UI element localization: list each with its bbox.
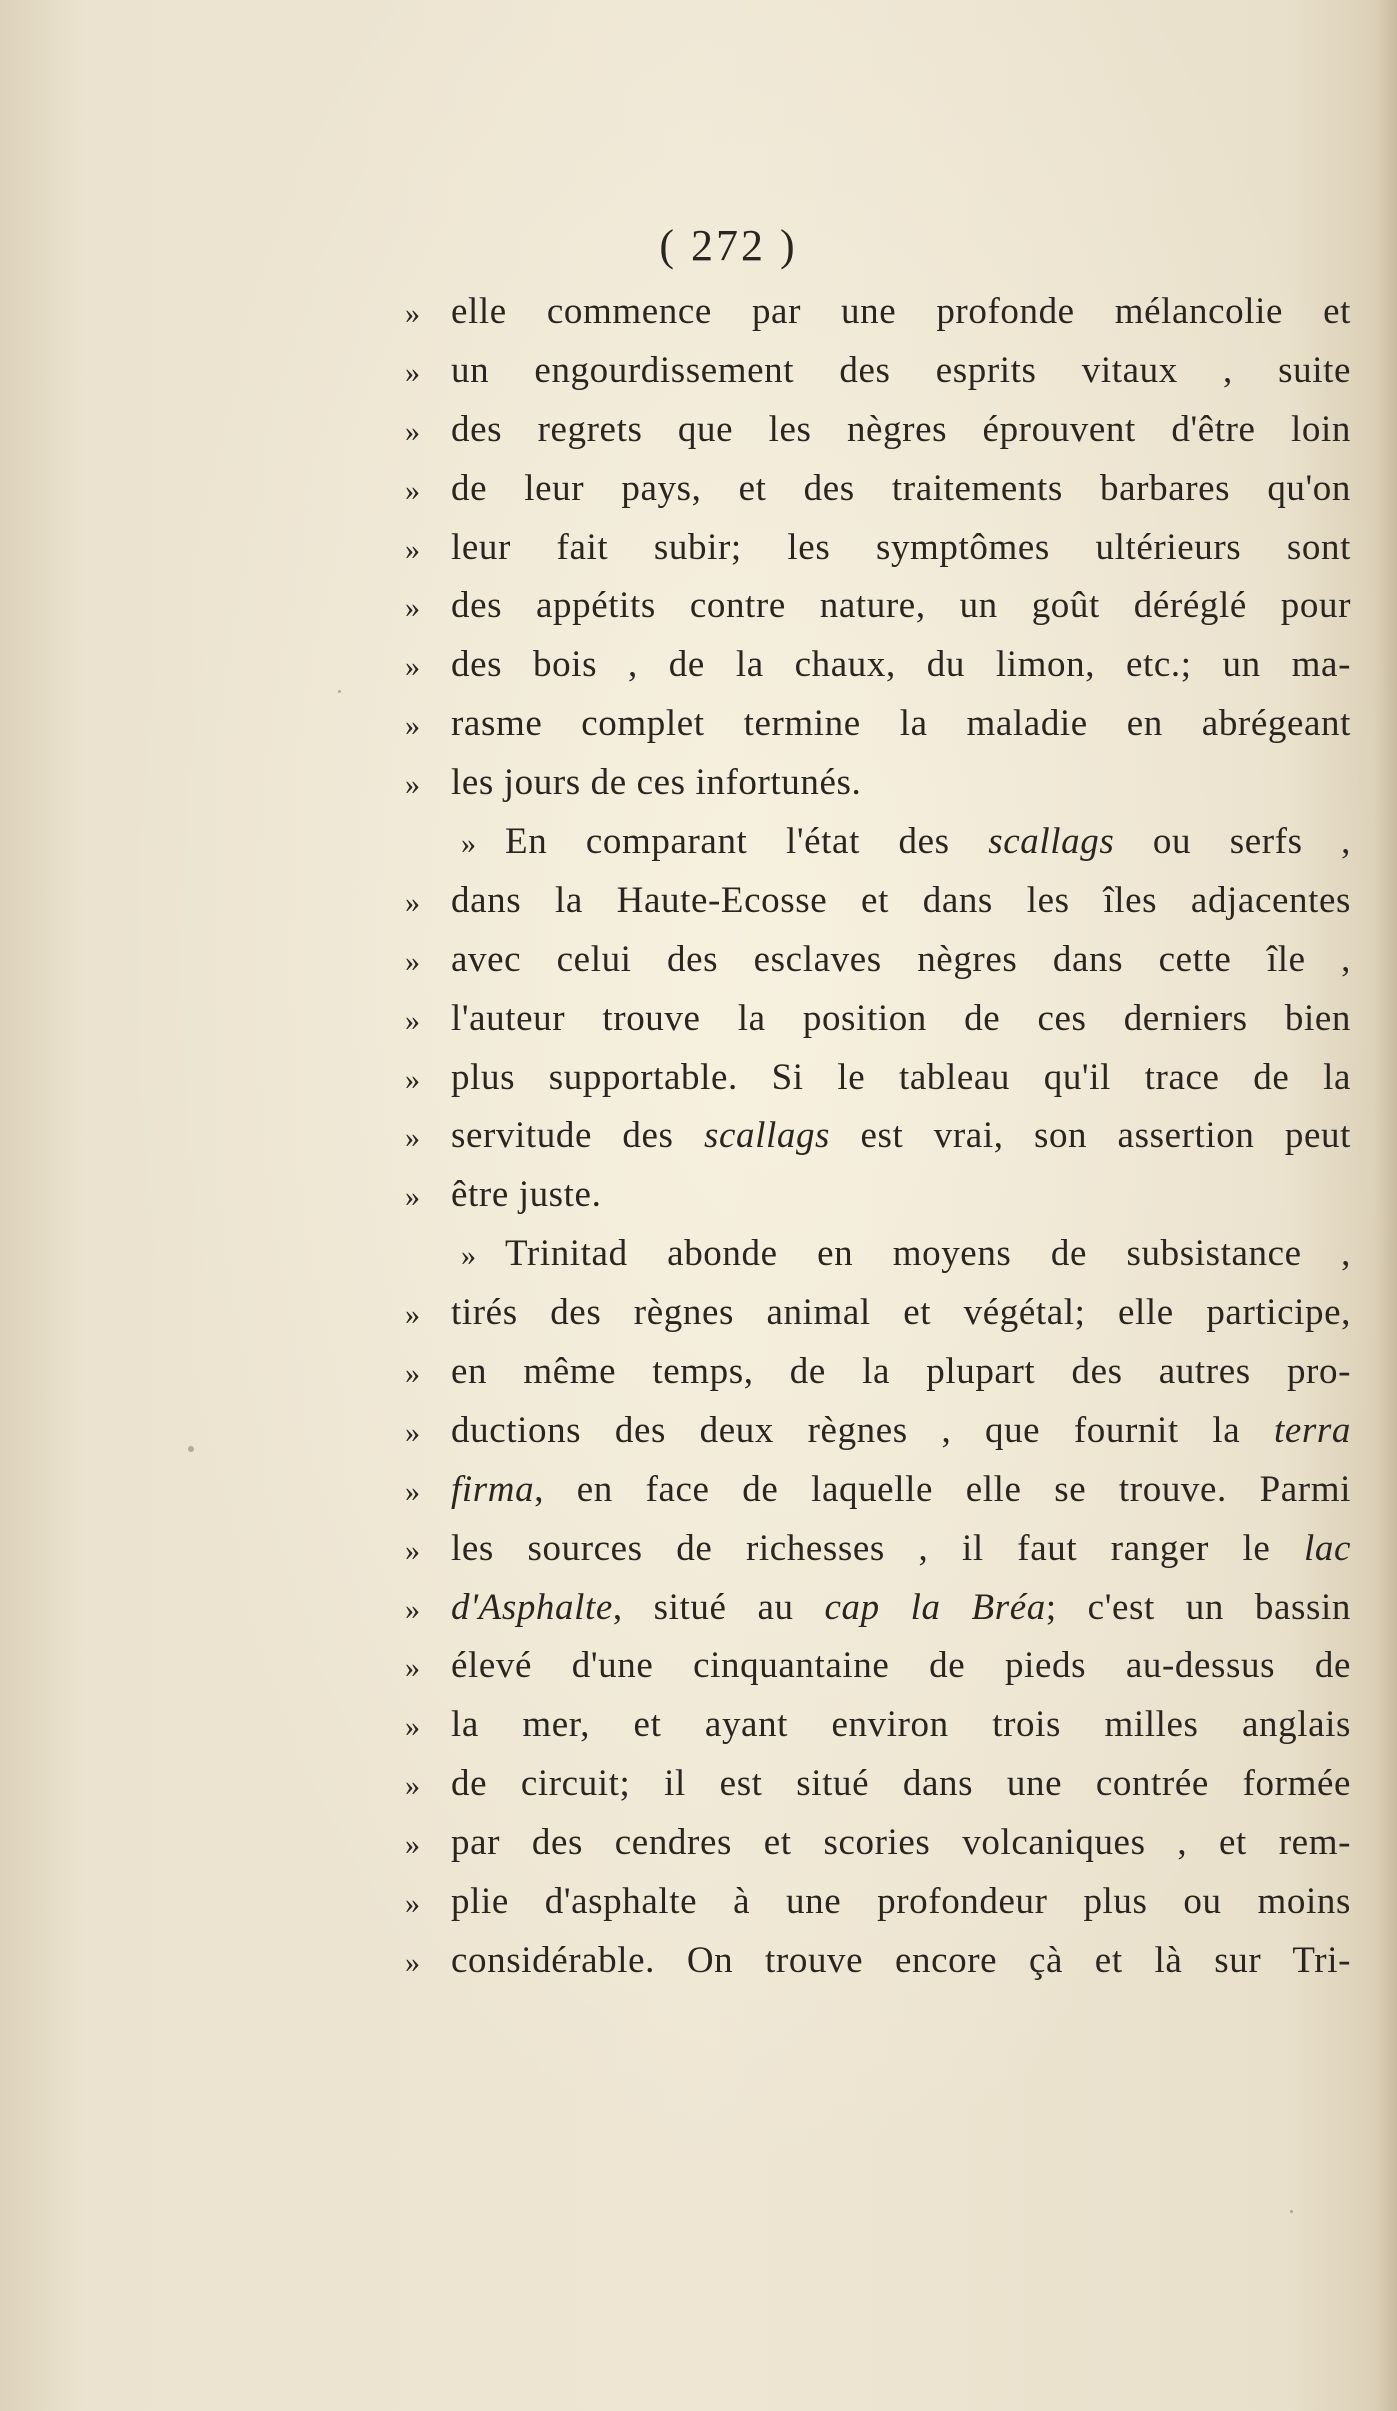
text-line	[405, 695, 1355, 754]
text-line	[405, 1755, 1355, 1814]
text-line	[405, 1579, 1355, 1638]
line-text: les jours de ces infortunés.	[451, 762, 862, 804]
line-text: tirés des règnes animal et végétal; elle participe,	[451, 1292, 1351, 1334]
text-line	[405, 1343, 1355, 1402]
quote-mark: »	[405, 473, 418, 507]
quote-mark: »	[405, 1474, 418, 1508]
text-line	[405, 401, 1355, 460]
quote-mark: »	[405, 1769, 418, 1803]
paper-speck	[188, 1446, 194, 1452]
line-text: avec celui des esclaves nègres dans cette île ,	[451, 938, 1351, 980]
quote-mark: »	[405, 1357, 418, 1391]
text-line	[405, 577, 1355, 636]
quote-mark: »	[405, 650, 418, 684]
text-line	[405, 1873, 1355, 1932]
line-text: elle commence par une profonde mélancolie et	[451, 291, 1351, 332]
text-line	[405, 1107, 1355, 1166]
line-text: de leur pays, et des traitements barbares qu'on	[451, 467, 1351, 509]
line-text: ductions des deux règnes , que fournit la terra	[451, 1409, 1351, 1451]
text-line	[405, 1696, 1355, 1755]
quote-mark: »	[405, 1887, 418, 1921]
text-line	[405, 931, 1355, 990]
text-block	[405, 283, 1355, 1991]
quote-mark: »	[405, 1592, 418, 1626]
line-text: plie d'asphalte à une profondeur plus ou moins	[451, 1881, 1351, 1923]
text-line	[405, 1049, 1355, 1108]
text-line	[405, 1166, 1355, 1225]
line-text: un engourdissement des esprits vitaux , suite	[451, 349, 1351, 391]
quote-mark: »	[405, 1121, 418, 1155]
quote-mark: »	[405, 591, 418, 625]
quote-mark: »	[405, 885, 418, 919]
line-text: des regrets que les nègres éprouvent d'être loin	[451, 408, 1351, 450]
quote-mark: »	[405, 414, 418, 448]
text-line	[405, 1461, 1355, 1520]
line-text: en même temps, de la plupart des autres pro-	[451, 1351, 1351, 1393]
line-text: d'Asphalte, situé au cap la Bréa; c'est un bassin	[451, 1586, 1351, 1628]
text-line	[405, 1284, 1355, 1343]
text-line	[405, 1814, 1355, 1873]
text-line	[405, 1225, 1355, 1284]
quote-mark: »	[405, 1298, 418, 1332]
text-line	[405, 1932, 1355, 1991]
line-text: leur fait subir; les symptômes ultérieurs sont	[451, 526, 1351, 568]
page-gutter-shadow	[1375, 0, 1397, 2411]
text-line	[405, 1402, 1355, 1461]
quote-mark: »	[405, 1710, 418, 1744]
quote-mark: »	[405, 532, 418, 566]
text-line	[405, 813, 1355, 872]
line-text: être juste.	[451, 1174, 602, 1216]
quote-mark: »	[405, 355, 418, 389]
text-line	[405, 990, 1355, 1049]
paper-speck	[1290, 2210, 1293, 2213]
text-line	[405, 460, 1355, 519]
quote-mark: »	[405, 1651, 418, 1685]
text-line	[405, 342, 1355, 401]
line-text: Trinitad abonde en moyens de subsistance ,	[505, 1233, 1351, 1275]
line-text: la mer, et ayant environ trois milles anglais	[451, 1704, 1351, 1746]
quote-mark: »	[405, 768, 418, 802]
line-text: servitude des scallags est vrai, son assertion peut	[451, 1115, 1351, 1157]
line-text: par des cendres et scories volcaniques , et rem-	[451, 1822, 1351, 1864]
page-number: ( 272 )	[659, 221, 798, 270]
text-line	[405, 636, 1355, 695]
line-text: élevé d'une cinquantaine de pieds au-dessus de	[451, 1645, 1351, 1687]
line-text: plus supportable. Si le tableau qu'il trace de la	[451, 1056, 1351, 1098]
quote-mark: »	[405, 297, 418, 330]
quote-mark: »	[405, 709, 418, 743]
line-text: firma, en face de laquelle elle se trouve. Parmi	[451, 1468, 1351, 1510]
text-line	[405, 1637, 1355, 1696]
quote-mark: »	[405, 1180, 418, 1214]
text-line	[405, 754, 1355, 813]
line-text: En comparant l'état des scallags ou serfs ,	[505, 821, 1351, 863]
paper-speck	[338, 690, 341, 693]
quote-mark: »	[405, 1533, 418, 1567]
quote-mark: »	[405, 944, 418, 978]
quote-mark: »	[461, 1239, 474, 1273]
text-line	[405, 519, 1355, 578]
line-text: de circuit; il est situé dans une contrée formée	[451, 1763, 1351, 1805]
quote-mark: »	[405, 1828, 418, 1862]
line-text: des bois , de la chaux, du limon, etc.; un ma-	[451, 644, 1351, 686]
text-line	[405, 283, 1355, 342]
line-text: des appétits contre nature, un goût déréglé pour	[451, 585, 1351, 627]
line-text: les sources de richesses , il faut ranger le lac	[451, 1527, 1351, 1569]
line-text: considérable. On trouve encore çà et là sur Tri-	[451, 1939, 1351, 1981]
quote-mark: »	[405, 1945, 418, 1979]
quote-mark: »	[405, 1415, 418, 1449]
text-line	[405, 1520, 1355, 1579]
line-text: l'auteur trouve la position de ces derniers bien	[451, 997, 1351, 1039]
quote-mark: »	[405, 1062, 418, 1096]
line-text: rasme complet termine la maladie en abrégeant	[451, 703, 1351, 745]
quote-mark: »	[461, 827, 474, 861]
text-line	[405, 872, 1355, 931]
quote-mark: »	[405, 1003, 418, 1037]
line-text: dans la Haute-Ecosse et dans les îles adjacentes	[451, 879, 1351, 921]
